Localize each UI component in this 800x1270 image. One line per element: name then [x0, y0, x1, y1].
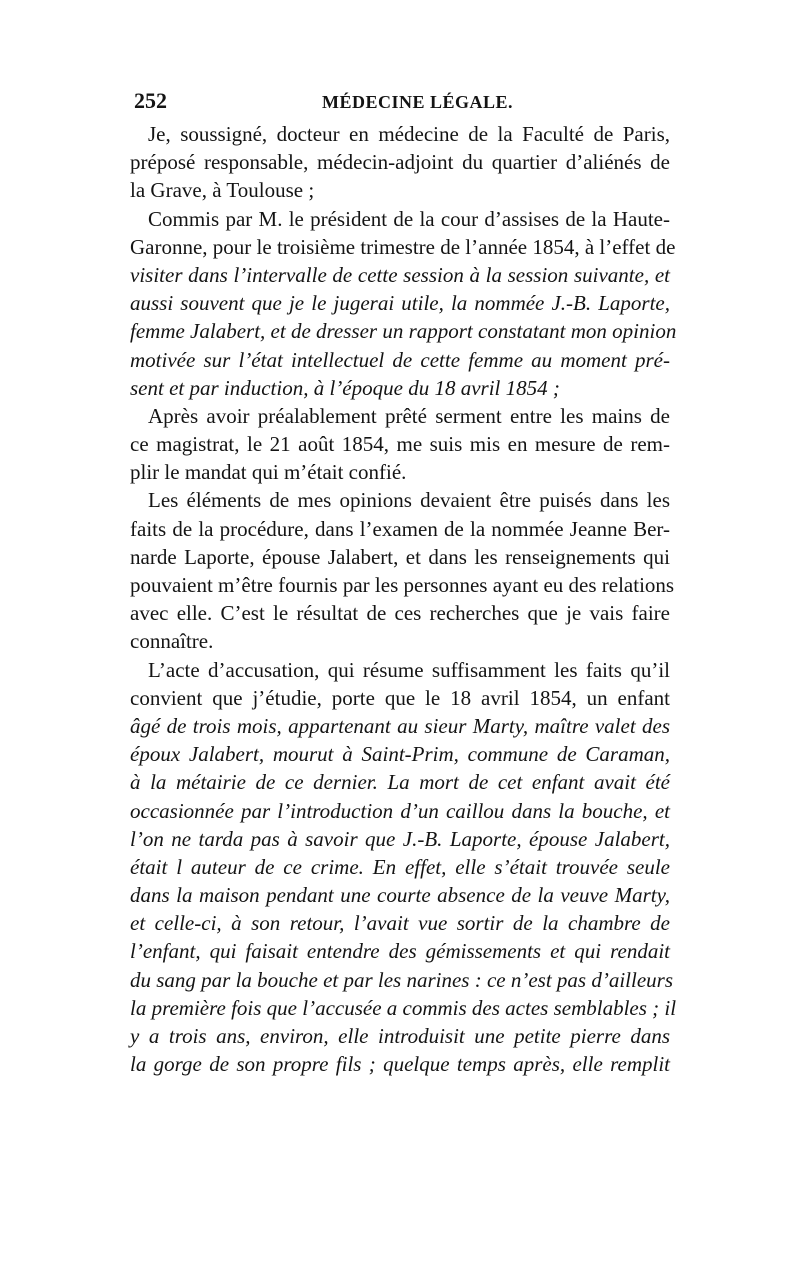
text-line: visiter dans l’intervalle de cette session à la session suivante, et — [130, 262, 670, 287]
page-number: 252 — [134, 88, 167, 113]
text-line: Garonne, pour le troisième trimestre de l’année 1854, à l’effet de — [130, 234, 676, 259]
text-line: était l auteur de ce crime. En effet, elle s’était trouvée seule — [130, 854, 670, 879]
text-line: faits de la procédure, dans l’examen de la nommée Jeanne Ber- — [130, 516, 670, 541]
text-line: à la métairie de ce dernier. La mort de cet enfant avait été — [130, 770, 670, 795]
text-line: dans la maison pendant une courte absence de la veuve Marty, — [130, 883, 670, 908]
text-line: Après avoir préalablement prêté serment entre les mains de — [148, 403, 670, 428]
text-line: Je, soussigné, docteur en médecine de la Faculté de Paris, — [148, 122, 670, 146]
text-line: narde Laporte, épouse Jalabert, et dans les renseignements qui — [130, 544, 670, 569]
text-line: occasionnée par l’introduction d’un caillou dans la bouche, et — [130, 798, 670, 823]
text-line: ce magistrat, le 21 août 1854, me suis mis en mesure de rem- — [130, 432, 670, 457]
text-line: époux Jalabert, mourut à Saint-Prim, commune de Caraman, — [130, 742, 670, 767]
text-line: Commis par M. le président de la cour d’assises de la Haute- — [148, 206, 670, 231]
text-line: préposé responsable, médecin-adjoint du quartier d’aliénés de — [130, 150, 670, 175]
text-line: la gorge de son propre fils ; quelque temps après, elle remplit — [130, 1052, 670, 1077]
text-line: l’on ne tarda pas à savoir que J.-B. Laporte, épouse Jalabert, — [130, 826, 670, 851]
text-line: l’enfant, qui faisait entendre des gémissements et qui rendait — [130, 939, 670, 964]
text-line: âgé de trois mois, appartenant au sieur Marty, maître valet des — [130, 713, 670, 738]
text-line: connaître. — [130, 629, 214, 654]
body-text — [130, 120, 677, 1078]
text-line: L’acte d’accusation, qui résume suffisamment les faits qu’il — [148, 657, 670, 682]
text-line: sent et par induction, à l’époque du 18 avril 1854 ; — [130, 375, 560, 400]
text-line: et celle-ci, à son retour, l’avait vue sortir de la chambre de — [130, 911, 670, 936]
text-line: plir le mandat qui m’était confié. — [130, 460, 407, 485]
text-line: la Grave, à Toulouse ; — [130, 178, 315, 203]
text-line: avec elle. C’est le résultat de ces recherches que je vais faire — [130, 601, 670, 626]
text-line: pouvaient m’être fournis par les personnes ayant eu des relations — [130, 573, 675, 597]
text-line: y a trois ans, environ, elle introduisit une petite pierre dans — [130, 1024, 670, 1048]
text-line: motivée sur l’état intellectuel de cette femme au moment pré- — [130, 347, 670, 372]
page-header — [134, 88, 668, 118]
text-line: la première fois que l’accusée a commis des actes semblables ; il — [130, 995, 677, 1020]
text-line: Les éléments de mes opinions devaient être puisés dans les — [148, 488, 670, 513]
running-title: MÉDECINE LÉGALE. — [322, 92, 514, 112]
text-line: femme Jalabert, et de dresser un rapport constatant mon opinion — [130, 319, 677, 344]
text-line: aussi souvent que je le jugerai utile, la nommée J.-B. Laporte, — [130, 291, 670, 316]
text-line: du sang par la bouche et par les narines : ce n’est pas d’ailleurs — [130, 967, 674, 992]
text-line: convient que j’étudie, porte que le 18 avril 1854, un enfant — [130, 685, 670, 710]
